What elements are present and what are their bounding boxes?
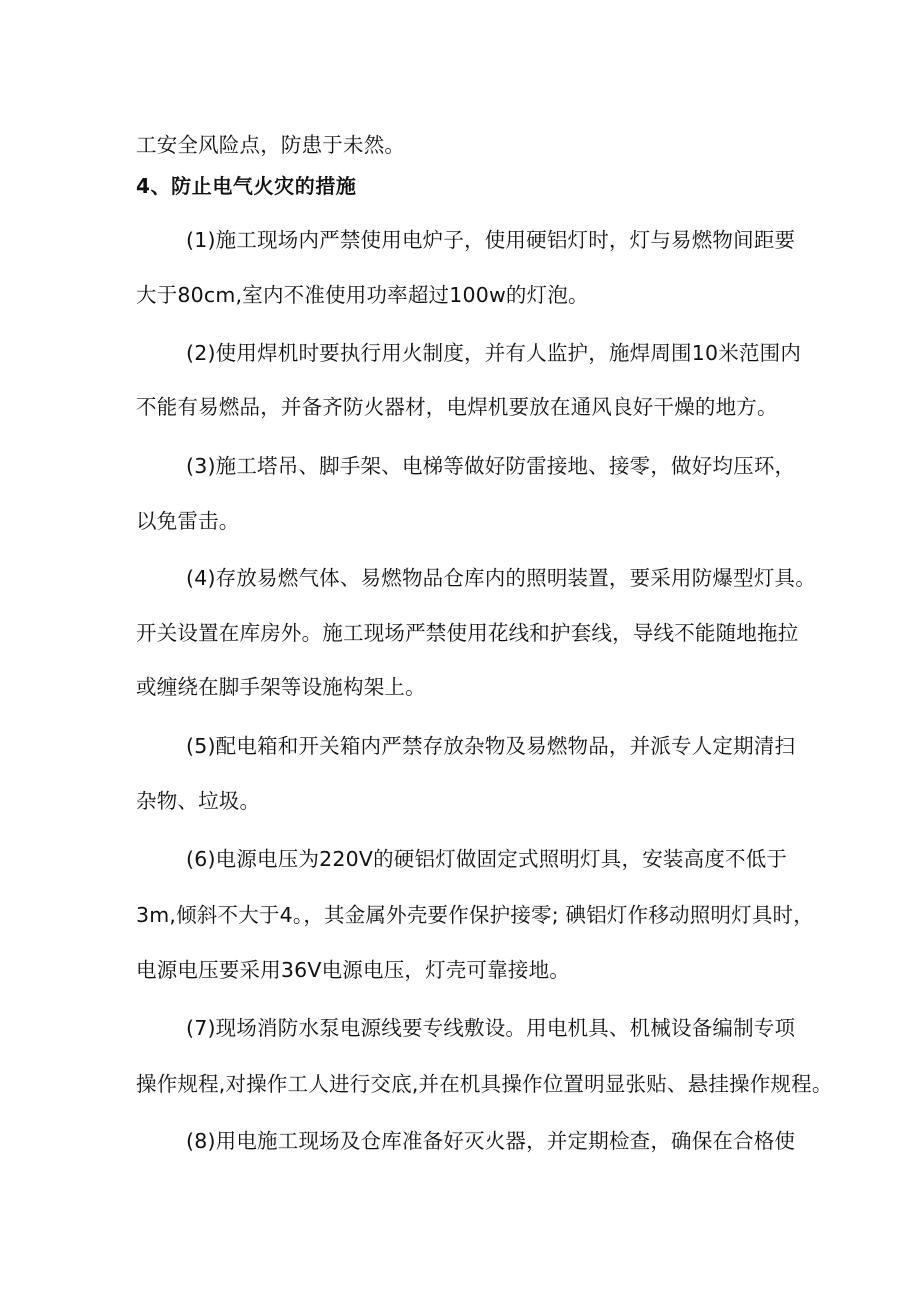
item-5-line-1: (5)配电箱和开关箱内严禁存放杂物及易燃物品，并派专人定期清扫 [186, 734, 796, 758]
item-3-line-1: (3)施工塔吊、脚手架、电梯等做好防雷接地、接零，做好均压环， [186, 454, 796, 478]
item-3-line-2: 以免雷击。 [136, 509, 240, 533]
item-2-line-2: 不能有易燃品，并备齐防火器材，电焊机要放在通风良好干燥的地方。 [136, 395, 778, 419]
item-1-line-1: (1)施工现场内严禁使用电炉子，使用硬铝灯时，灯与易燃物间距要 [186, 228, 796, 252]
item-5-line-2: 杂物、垃圾。 [136, 789, 261, 813]
item-6-line-1: (6)电源电压为220V的硬铝灯做固定式照明灯具，安装高度不低于 [186, 847, 788, 871]
item-6-line-3: 电源电压要采用36V电源电压，灯壳可靠接地。 [136, 958, 571, 982]
item-7-line-1: (7)现场消防水泵电源线要专线敷设。用电机具、机械设备编制专项 [186, 1016, 796, 1040]
item-2-line-1: (2)使用焊机时要执行用火制度，并有人监护，施焊周围10米范围内 [186, 341, 802, 365]
item-8-line-1: (8)用电施工现场及仓库准备好灭火器，并定期检查，确保在合格使 [186, 1129, 796, 1153]
item-1-line-2: 大于80cm,室内不准使用功率超过100w的灯泡。 [136, 283, 589, 307]
item-4-line-2: 开关设置在库房外。施工现场严禁使用花线和护套线，导线不能随地拖拉 [136, 621, 799, 645]
item-4-line-1: (4)存放易燃气体、易燃物品仓库内的照明装置，要采用防爆型灯具。 [186, 566, 816, 590]
item-4-line-3: 或缠绕在脚手架等设施构架上。 [136, 675, 426, 699]
paragraph-continuation-line: 工安全风险点，防患于未然。 [136, 133, 406, 157]
item-7-line-2: 操作规程,对操作工人进行交底,并在机具操作位置明显张贴、悬挂操作规程。 [136, 1072, 833, 1096]
section-heading: 4、防止电气火灾的措施 [136, 174, 357, 198]
item-6-line-2: 3m,倾斜不大于4。，其金属外壳要作保护接零; 碘铝灯作移动照明灯具时， [136, 903, 814, 927]
